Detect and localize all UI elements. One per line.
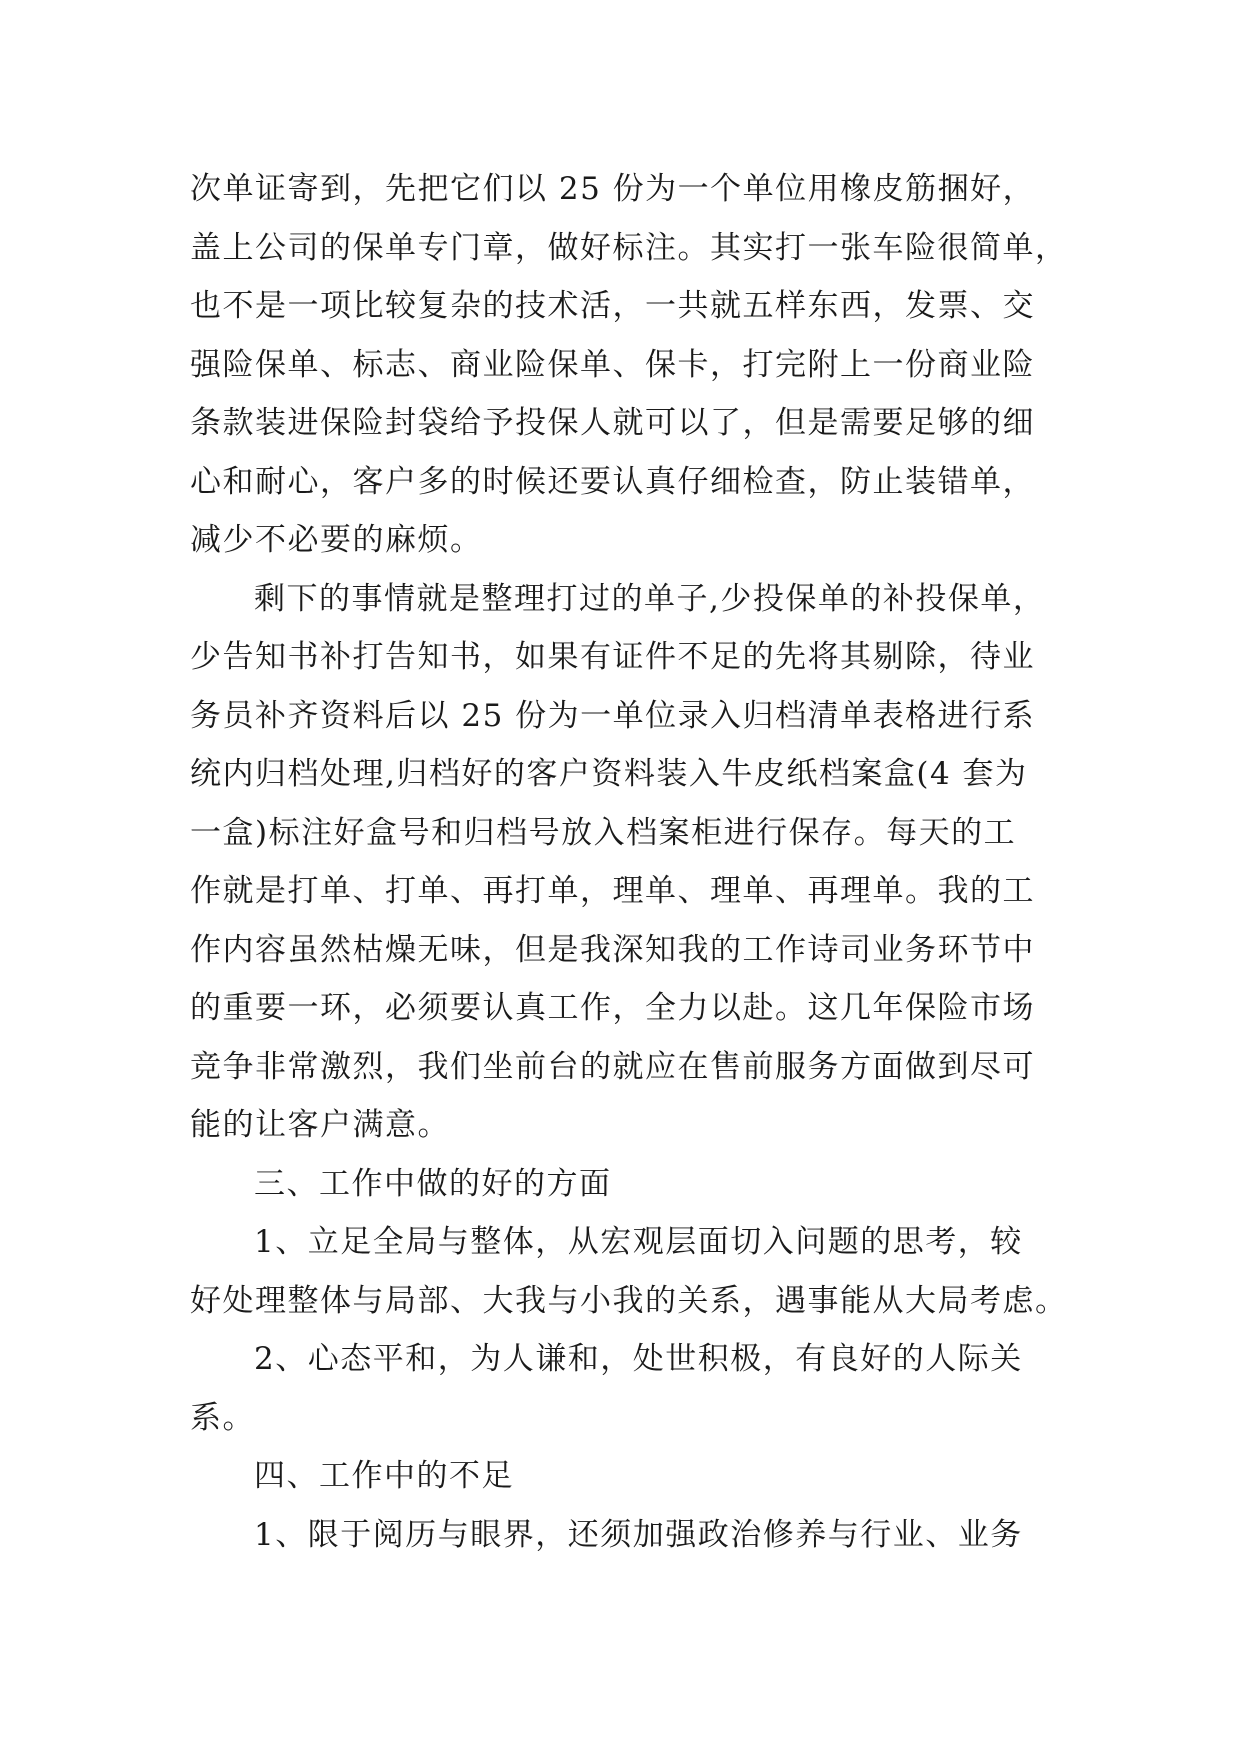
text-line: 作就是打单、打单、再打单，理单、理单、再理单。我的工 bbox=[190, 873, 1035, 909]
text-line: 1、限于阅历与眼界，还须加强政治修养与行业、业务 bbox=[254, 1516, 1023, 1553]
text-line: 条款装进保险封袋给予投保人就可以了，但是需要足够的细 bbox=[190, 405, 1035, 441]
text-line: 剩下的事情就是整理打过的单子,少投保单的补投保单， bbox=[254, 580, 1046, 617]
text-line: 竞争非常激烈，我们坐前台的就应在售前服务方面做到尽可 bbox=[190, 1048, 1035, 1085]
text-line: 统内归档处理,归档好的客户资料装入牛皮纸档案盒(4 套为 bbox=[190, 756, 1028, 792]
text-line: 少告知书补打告知书，如果有证件不足的先将其剔除，待业 bbox=[190, 639, 1035, 675]
text-line: 一盒)标注好盒号和归档号放入档案柜进行保存。每天的工 bbox=[190, 814, 1017, 851]
text-line: 2、心态平和，为人谦和，处世积极，有良好的人际关 bbox=[254, 1341, 1023, 1377]
section-heading: 三、工作中做的好的方面 bbox=[254, 1165, 612, 1202]
text-line: 减少不必要的麻烦。 bbox=[190, 522, 483, 558]
text-line: 强险保单、标志、商业险保单、保卡，打完附上一份商业险 bbox=[190, 346, 1035, 383]
text-line: 1、立足全局与整体，从宏观层面切入问题的思考，较 bbox=[254, 1224, 1023, 1260]
text-line: 的重要一环，必须要认真工作，全力以赴。这几年保险市场 bbox=[190, 990, 1035, 1026]
text-line: 作内容虽然枯燥无味，但是我深知我的工作诗司业务环节中 bbox=[190, 931, 1035, 968]
text-line: 次单证寄到，先把它们以 25 份为一个单位用橡皮筋捆好， bbox=[190, 171, 1036, 207]
text-line: 也不是一项比较复杂的技术活，一共就五样东西，发票、交 bbox=[190, 288, 1035, 324]
text-line: 能的让客户满意。 bbox=[190, 1107, 450, 1143]
text-line: 好处理整体与局部、大我与小我的关系，遇事能从大局考虑。 bbox=[190, 1282, 1068, 1319]
text-line: 务员补齐资料后以 25 份为一单位录入归档清单表格进行系 bbox=[190, 697, 1036, 734]
text-line: 系。 bbox=[190, 1399, 255, 1436]
text-line: 盖上公司的保单专门章，做好标注。其实打一张车险很简单， bbox=[190, 229, 1068, 266]
text-line: 心和耐心，客户多的时候还要认真仔细检查，防止装错单， bbox=[190, 463, 1035, 500]
document-body bbox=[190, 160, 1068, 1564]
section-heading: 四、工作中的不足 bbox=[254, 1458, 514, 1494]
